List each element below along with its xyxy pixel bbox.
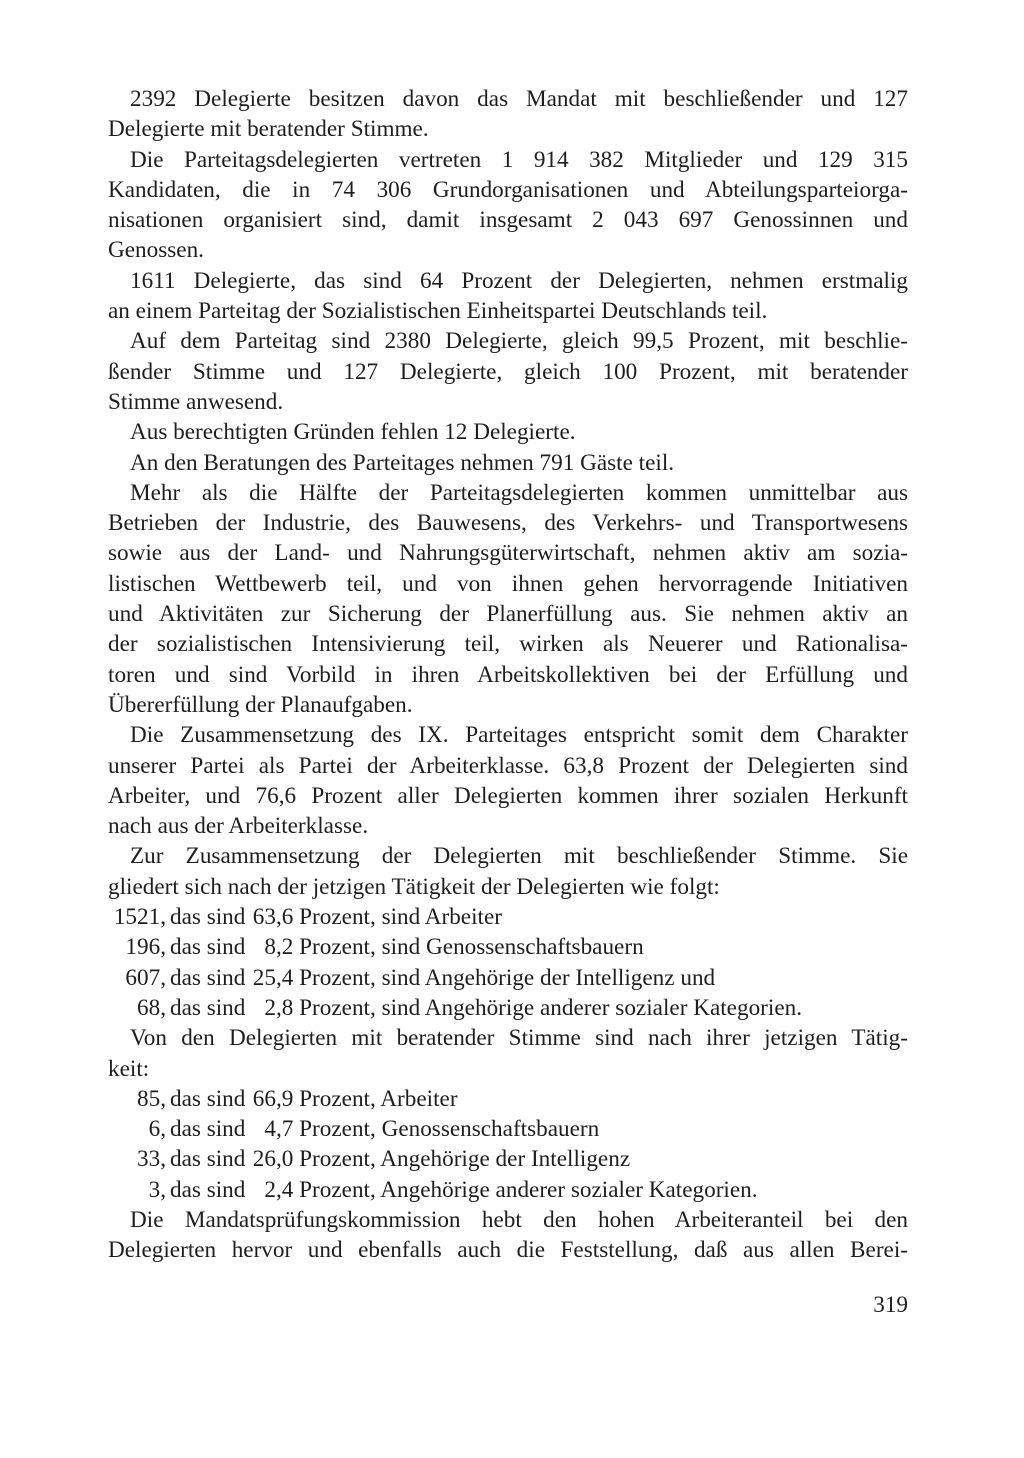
list-percent: 2,4 [264, 1176, 294, 1203]
list-count: 607, [125, 964, 166, 991]
text-line: Kandidaten, die in 74 306 Grundorganisationen und Abteilungsparteiorga- [108, 176, 908, 203]
text-line: sowie aus der Land- und Nahrungsgüterwirtschaft, nehmen aktiv am sozia- [108, 540, 908, 567]
list-item [108, 1144, 908, 1174]
list-item [108, 1114, 908, 1144]
list-description: Prozent, sind Angehörige anderer sozialer Kategorien. [299, 994, 803, 1021]
text-line: an einem Parteitag der Sozialistischen Einheitspartei Deutschlands teil. [108, 298, 768, 325]
list-count: 68, [137, 994, 166, 1021]
list-percent: 4,7 [264, 1116, 294, 1143]
list-connector: das sind [170, 1146, 246, 1173]
text-line: nisationen organisiert sind, damit insgesamt 2 043 697 Genossinnen und [108, 207, 908, 234]
list-item [108, 963, 908, 993]
text-line: gliedert sich nach der jetzigen Tätigkeit der Delegierten wie folgt: [108, 873, 720, 900]
list-item [108, 932, 908, 962]
text-line: Zur Zusammensetzung der Delegierten mit beschließender Stimme. Sie [130, 843, 908, 870]
text-line: Aus berechtigten Gründen fehlen 12 Delegierte. [130, 419, 576, 446]
list-connector: das sind [170, 904, 246, 931]
text-line: nach aus der Arbeiterklasse. [108, 813, 369, 840]
text-line: An den Beratungen des Parteitages nehmen 791 Gäste teil. [130, 449, 675, 476]
list-connector: das sind [170, 964, 246, 991]
list-connector: das sind [170, 994, 246, 1021]
page-body [108, 84, 908, 1266]
list-percent: 63,6 [252, 904, 294, 931]
text-line: 2392 Delegierte besitzen davon das Mandat mit beschließender und 127 [130, 86, 908, 112]
list-description: Prozent, Genossenschaftsbauern [299, 1116, 600, 1143]
text-line: Genossen. [108, 237, 204, 264]
text-line: Die Parteitagsdelegierten vertreten 1 914 382 Mitglieder und 129 315 [130, 146, 908, 173]
list-percent: 25,4 [252, 964, 294, 991]
list-description: Prozent, Arbeiter [299, 1085, 458, 1112]
list-count: 85, [137, 1085, 166, 1112]
text-line: Die Zusammensetzung des IX. Parteitages entspricht somit dem Charakter [130, 722, 908, 749]
list-item [108, 1084, 908, 1114]
list-item [108, 993, 908, 1023]
text-line: 1611 Delegierte, das sind 64 Prozent der Delegierten, nehmen erstmalig [130, 267, 908, 294]
list-count: 33, [137, 1146, 166, 1173]
list-count: 3, [148, 1176, 166, 1203]
list-connector: das sind [170, 1176, 246, 1203]
text-line: Stimme anwesend. [108, 388, 284, 415]
text-line: ßender Stimme und 127 Delegierte, gleich 100 Prozent, mit beratender [108, 358, 908, 385]
list-percent: 2,8 [264, 994, 294, 1021]
text-line: und Aktivitäten zur Sicherung der Planerfüllung aus. Sie nehmen aktiv an [108, 601, 908, 628]
list-description: Prozent, Angehörige anderer sozialer Kategorien. [299, 1176, 758, 1203]
text-line: Delegierten hervor und ebenfalls auch die Feststellung, daß aus allen Berei- [108, 1237, 908, 1264]
list-count: 1521, [113, 904, 166, 931]
list-percent: 8,2 [264, 934, 294, 961]
text-line: Übererfüllung der Planaufgaben. [108, 691, 413, 718]
list-connector: das sind [170, 934, 246, 961]
list-percent: 66,9 [252, 1085, 294, 1112]
text-line: Mehr als die Hälfte der Parteitagsdelegierten kommen unmittelbar aus [130, 479, 908, 506]
text-line: keit: [108, 1055, 150, 1082]
text-line: Die Mandatsprüfungskommission hebt den hohen Arbeiteranteil bei den [130, 1206, 908, 1233]
list-count: 196, [125, 934, 166, 961]
list-count: 6, [148, 1116, 166, 1143]
text-line: toren und sind Vorbild in ihren Arbeitskollektiven bei der Erfüllung und [108, 661, 908, 688]
list-item [108, 902, 908, 932]
list-description: Prozent, sind Genossenschaftsbauern [299, 934, 644, 961]
text-line: listischen Wettbewerb teil, und von ihnen gehen hervorragende Initiativen [108, 570, 908, 597]
list-item [108, 1175, 908, 1205]
text-line: Betrieben der Industrie, des Bauwesens, des Verkehrs- und Transportwesens [108, 510, 908, 537]
list-connector: das sind [170, 1085, 246, 1112]
text-line: der sozialistischen Intensivierung teil, wirken als Neuerer und Rationalisa- [108, 631, 908, 658]
list-description: Prozent, sind Arbeiter [299, 904, 503, 931]
list-description: Prozent, sind Angehörige der Intelligenz und [299, 964, 716, 991]
text-line: Von den Delegierten mit beratender Stimme sind nach ihrer jetzigen Tätig- [130, 1025, 908, 1052]
text-line: unserer Partei als Partei der Arbeiterklasse. 63,8 Prozent der Delegierten sind [108, 752, 908, 779]
text-line: Auf dem Parteitag sind 2380 Delegierte, gleich 99,5 Prozent, mit beschlie- [130, 328, 908, 355]
text-line: Delegierte mit beratender Stimme. [108, 116, 429, 143]
text-line: Arbeiter, und 76,6 Prozent aller Delegierten kommen ihrer sozialen Herkunft [108, 782, 908, 809]
page-number: 319 [873, 1292, 908, 1318]
list-connector: das sind [170, 1116, 246, 1143]
list-percent: 26,0 [252, 1146, 294, 1173]
list-description: Prozent, Angehörige der Intelligenz [299, 1146, 631, 1173]
